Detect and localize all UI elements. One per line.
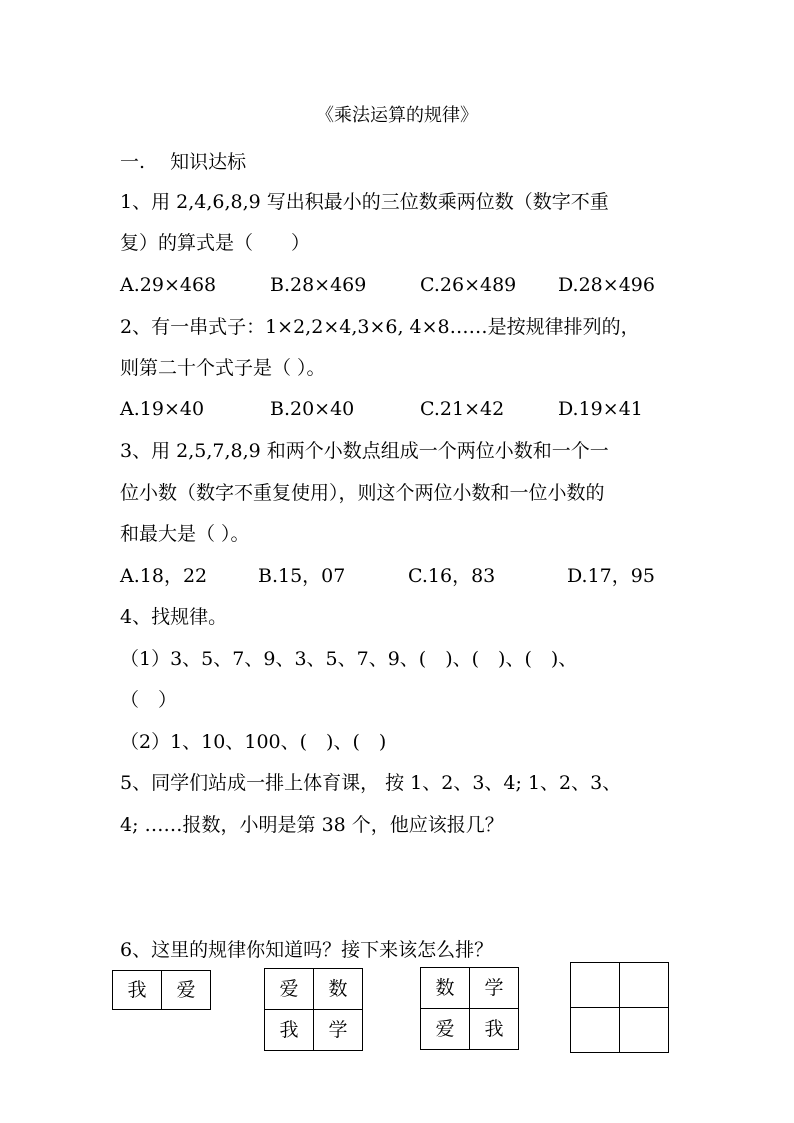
pattern-grid-1 xyxy=(112,970,211,1010)
q1-option-a: A.29×468 xyxy=(120,274,217,296)
grid4-empty-cell[interactable] xyxy=(620,1008,669,1053)
grid3-cell: 爱 xyxy=(421,1009,470,1050)
q3-option-b: B.15，07 xyxy=(258,565,346,587)
q4-text-line1: 4、找规律。 xyxy=(120,606,228,628)
q5-text-line1: 5、同学们站成一排上体育课， 按 1、2、3、4; 1、2、3、 xyxy=(120,772,622,794)
grid2-cell: 数 xyxy=(314,969,363,1010)
q1-option-b: B.28×469 xyxy=(270,274,367,296)
q1-option-d: D.28×496 xyxy=(558,274,655,296)
q3-text-line2: 位小数（数字不重复使用），则这个两位小数和一位小数的 xyxy=(120,482,605,504)
q2-option-a: A.19×40 xyxy=(120,398,205,420)
grid4-empty-cell[interactable] xyxy=(571,1008,620,1053)
grid3-cell: 数 xyxy=(421,968,470,1009)
pattern-grid-2 xyxy=(264,968,363,1051)
q4-text-line3: （ ） xyxy=(120,689,178,711)
q1-text-line1: 1、用 2,4,6,8,9 写出积最小的三位数乘两位数（数字不重 xyxy=(120,191,609,213)
grid3-cell: 我 xyxy=(470,1009,519,1050)
q3-text-line3: 和最大是（ ）。 xyxy=(120,523,250,545)
q1-text-line2: 复）的算式是（ ） xyxy=(120,232,311,254)
q2-option-c: C.21×42 xyxy=(420,398,505,420)
q2-option-d: D.19×41 xyxy=(558,398,643,420)
grid1-cell: 爱 xyxy=(162,971,211,1010)
q2-option-b: B.20×40 xyxy=(270,398,355,420)
section-heading: 一. 知识达标 xyxy=(120,151,247,173)
pattern-grid-4-blank xyxy=(570,962,669,1053)
grid4-empty-cell[interactable] xyxy=(620,963,669,1008)
q3-option-c: C.16，83 xyxy=(408,565,496,587)
q5-text-line2: 4; ……报数，小明是第 38 个，他应该报几？ xyxy=(120,814,504,836)
page-title: 《乘法运算的规律》 xyxy=(316,105,478,126)
grid2-cell: 学 xyxy=(314,1010,363,1051)
q3-text-line1: 3、用 2,5,7,8,9 和两个小数点组成一个两位小数和一个一 xyxy=(120,440,609,462)
q2-text-line1: 2、有一串式子：1×2,2×4,3×6, 4×8……是按规律排列的， xyxy=(120,316,640,338)
grid2-cell: 我 xyxy=(265,1010,314,1051)
grid2-cell: 爱 xyxy=(265,969,314,1010)
q3-option-a: A.18，22 xyxy=(120,565,208,587)
q6-text-line1: 6、这里的规律你知道吗？接下来该怎么排？ xyxy=(120,939,494,961)
q3-option-d: D.17，95 xyxy=(567,565,655,587)
grid3-cell: 学 xyxy=(470,968,519,1009)
grid1-cell: 我 xyxy=(113,971,162,1010)
q4-text-line4: （2）1、10、100、( )、( ) xyxy=(120,731,387,753)
grid4-empty-cell[interactable] xyxy=(571,963,620,1008)
q2-text-line2: 则第二十个式子是（ ）。 xyxy=(120,357,326,379)
q1-option-c: C.26×489 xyxy=(420,274,517,296)
pattern-grid-3 xyxy=(420,967,519,1050)
q4-text-line2: （1）3、5、7、9、3、5、7、9、( )、( )、( )、 xyxy=(120,648,578,670)
